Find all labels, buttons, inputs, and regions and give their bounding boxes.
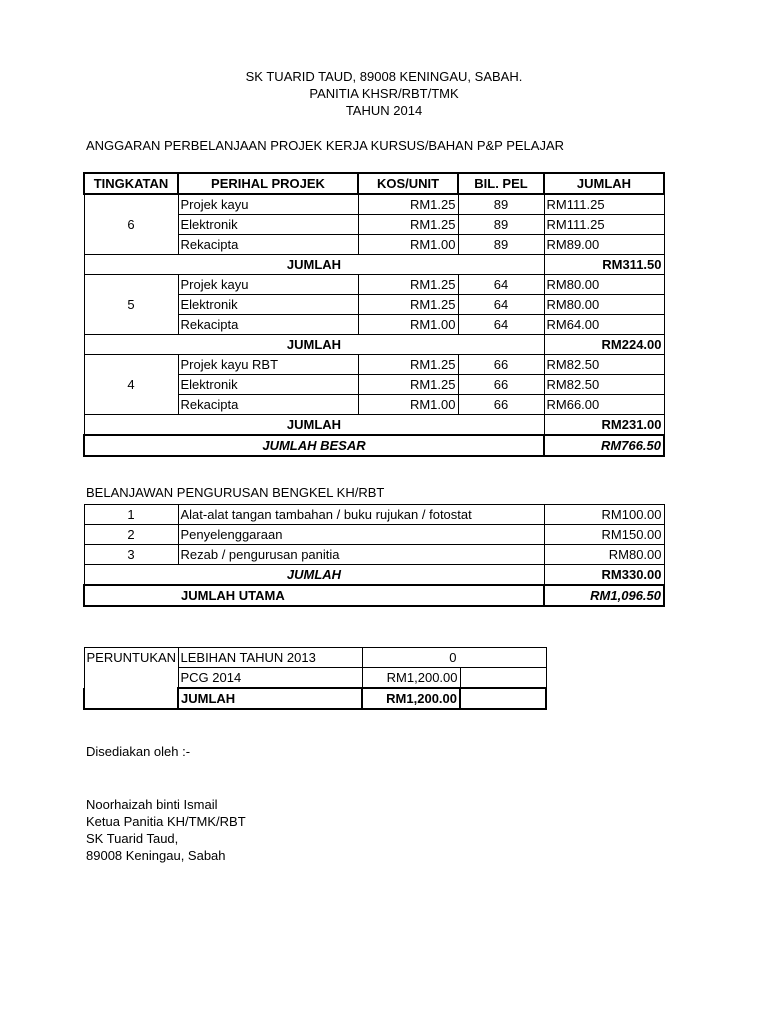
panel-name: PANITIA KHSR/RBT/TMK — [309, 86, 459, 101]
allocation-table — [83, 647, 547, 710]
year: TAHUN 2014 — [345, 103, 423, 118]
bil-cell: 66 — [458, 375, 544, 395]
perihal-cell: Rekacipta — [178, 235, 358, 255]
jumlah-cell: RM66.00 — [544, 395, 664, 415]
bil-cell: 66 — [458, 395, 544, 415]
prepared-by: Disediakan oleh :- — [86, 744, 191, 759]
item-number: 3 — [84, 545, 178, 565]
subtotal-row — [84, 255, 664, 275]
col-header-bil: BIL. PEL — [458, 173, 544, 194]
workshop-budget-table — [83, 504, 665, 607]
subtotal-label: JUMLAH — [84, 335, 544, 355]
perihal-cell: Elektronik — [178, 215, 358, 235]
item-number: 2 — [84, 525, 178, 545]
kos-cell: RM1.25 — [358, 375, 458, 395]
item-amount: RM80.00 — [544, 545, 664, 565]
main-total-row — [84, 585, 664, 606]
perihal-cell: Elektronik — [178, 295, 358, 315]
table-row — [84, 648, 546, 668]
signatory-name: Noorhaizah binti Ismail — [86, 797, 218, 812]
kos-cell: RM1.00 — [358, 395, 458, 415]
item-amount: RM150.00 — [544, 525, 664, 545]
allocation-label-blank — [84, 688, 178, 709]
jumlah-cell: RM64.00 — [544, 315, 664, 335]
allocation-value: RM1,200.00 — [362, 668, 460, 689]
bil-cell: 64 — [458, 275, 544, 295]
item-amount: RM100.00 — [544, 505, 664, 525]
project-budget-table — [83, 172, 665, 457]
subtotal-value: RM330.00 — [544, 565, 664, 586]
allocation-item: PCG 2014 — [178, 668, 362, 689]
bil-cell: 89 — [458, 215, 544, 235]
subtotal-row — [84, 415, 664, 436]
allocation-label-blank — [84, 668, 178, 689]
main-total-value: RM1,096.50 — [544, 585, 664, 606]
col-header-jumlah: JUMLAH — [544, 173, 664, 194]
kos-cell: RM1.00 — [358, 235, 458, 255]
signatory-school: SK Tuarid Taud, — [86, 831, 179, 846]
section2-title: BELANJAWAN PENGURUSAN BENGKEL KH/RBT — [86, 485, 385, 500]
school-name: SK TUARID TAUD, 89008 KENINGAU, SABAH. — [245, 69, 523, 84]
kos-cell: RM1.25 — [358, 295, 458, 315]
col-header-tingkatan: TINGKATAN — [84, 173, 178, 194]
col-header-kos: KOS/UNIT — [358, 173, 458, 194]
col-header-perihal: PERIHAL PROJEK — [178, 173, 358, 194]
main-total-label: JUMLAH UTAMA — [84, 585, 544, 606]
perihal-cell: Rekacipta — [178, 395, 358, 415]
allocation-item: LEBIHAN TAHUN 2013 — [178, 648, 362, 668]
allocation-total-label: JUMLAH — [178, 688, 362, 709]
perihal-cell: Elektronik — [178, 375, 358, 395]
grand-total-label: JUMLAH BESAR — [84, 435, 544, 456]
item-description: Penyelenggaraan — [178, 525, 544, 545]
grand-total-value: RM766.50 — [544, 435, 664, 456]
kos-cell: RM1.25 — [358, 194, 458, 215]
tingkatan-cell: 6 — [84, 194, 178, 255]
kos-cell: RM1.25 — [358, 275, 458, 295]
signatory-address: 89008 Keningau, Sabah — [86, 848, 226, 863]
subtotal-row — [84, 335, 664, 355]
table-header-row — [84, 173, 664, 194]
jumlah-cell: RM111.25 — [544, 194, 664, 215]
kos-cell: RM1.25 — [358, 355, 458, 375]
bil-cell: 64 — [458, 315, 544, 335]
subtotal-label: JUMLAH — [84, 255, 544, 275]
section1-title: ANGGARAN PERBELANJAAN PROJEK KERJA KURSUS/BAHAN P&P PELAJAR — [86, 138, 565, 153]
subtotal-label: JUMLAH — [84, 565, 544, 586]
item-description: Rezab / pengurusan panitia — [178, 545, 544, 565]
jumlah-cell: RM89.00 — [544, 235, 664, 255]
table-row — [84, 355, 664, 375]
signatory-position: Ketua Panitia KH/TMK/RBT — [86, 814, 246, 829]
bil-cell: 89 — [458, 235, 544, 255]
bil-cell: 89 — [458, 194, 544, 215]
subtotal-value: RM224.00 — [544, 335, 664, 355]
allocation-blank — [460, 688, 546, 709]
tingkatan-cell: 4 — [84, 355, 178, 415]
table-row — [84, 194, 664, 215]
allocation-total-value: RM1,200.00 — [362, 688, 460, 709]
table-row — [84, 525, 664, 545]
table-row — [84, 505, 664, 525]
subtotal-label: JUMLAH — [84, 415, 544, 436]
subtotal-value: RM231.00 — [544, 415, 664, 436]
jumlah-cell: RM111.25 — [544, 215, 664, 235]
kos-cell: RM1.25 — [358, 215, 458, 235]
subtotal-row — [84, 565, 664, 586]
jumlah-cell: RM80.00 — [544, 275, 664, 295]
allocation-label: PERUNTUKAN — [84, 648, 178, 668]
allocation-value-cell — [362, 648, 546, 668]
item-description: Alat-alat tangan tambahan / buku rujukan / fotostat — [178, 505, 544, 525]
perihal-cell: Projek kayu — [178, 275, 358, 295]
grand-total-row — [84, 435, 664, 456]
jumlah-cell: RM82.50 — [544, 375, 664, 395]
allocation-total-row — [84, 688, 546, 709]
jumlah-cell: RM82.50 — [544, 355, 664, 375]
allocation-blank — [460, 668, 546, 689]
perihal-cell: Rekacipta — [178, 315, 358, 335]
table-row — [84, 668, 546, 689]
table-row — [84, 275, 664, 295]
table-row — [84, 545, 664, 565]
perihal-cell: Projek kayu RBT — [178, 355, 358, 375]
subtotal-value: RM311.50 — [544, 255, 664, 275]
bil-cell: 66 — [458, 355, 544, 375]
jumlah-cell: RM80.00 — [544, 295, 664, 315]
perihal-cell: Projek kayu — [178, 194, 358, 215]
tingkatan-cell: 5 — [84, 275, 178, 335]
allocation-value: 0 — [449, 650, 457, 665]
item-number: 1 — [84, 505, 178, 525]
kos-cell: RM1.00 — [358, 315, 458, 335]
bil-cell: 64 — [458, 295, 544, 315]
